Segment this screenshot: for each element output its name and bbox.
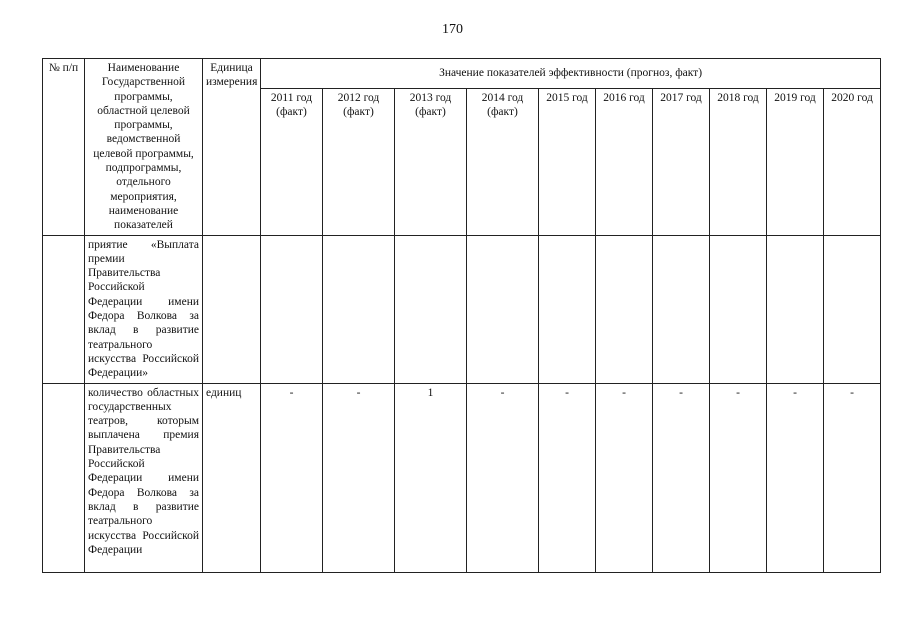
row-value-2018 [710, 235, 767, 383]
header-year-2013: 2013 год (факт) [395, 88, 467, 235]
table-row [43, 235, 881, 383]
header-year-2014: 2014 год (факт) [467, 88, 539, 235]
row-value-2012 [323, 235, 395, 383]
row-unit [203, 235, 261, 383]
header-values-group: Значение показателей эффективности (прогноз, факт) [261, 59, 881, 89]
header-year-2020: 2020 год [824, 88, 881, 235]
row-value-2018: - [710, 383, 767, 572]
row-value-2011: - [261, 383, 323, 572]
row-no [43, 235, 85, 383]
row-value-2013: 1 [395, 383, 467, 572]
row-name: количество областных государственных театров, которым выплачена премия Правительства Российской Федерации имени Федора Волкова за вклад в развитие театрального искусства Российской Федерации [85, 383, 203, 572]
table-row [43, 383, 881, 572]
row-value-2020 [824, 235, 881, 383]
header-year-2019: 2019 год [767, 88, 824, 235]
row-value-2011 [261, 235, 323, 383]
row-no [43, 383, 85, 572]
row-value-2016: - [596, 383, 653, 572]
header-year-2011: 2011 год (факт) [261, 88, 323, 235]
row-value-2017: - [653, 383, 710, 572]
row-value-2014: - [467, 383, 539, 572]
row-value-2016 [596, 235, 653, 383]
header-name: Наименование Государственной программы, областной целевой программы, ведомственной целевой программы, подпрограммы, отдельного мероприятия, наименование показателей [85, 59, 203, 236]
row-value-2019 [767, 235, 824, 383]
row-value-2012: - [323, 383, 395, 572]
row-value-2017 [653, 235, 710, 383]
row-value-2015 [539, 235, 596, 383]
row-value-2015: - [539, 383, 596, 572]
row-value-2019: - [767, 383, 824, 572]
header-no: № п/п [43, 59, 85, 236]
row-value-2020: - [824, 383, 881, 572]
indicators-table [42, 58, 881, 573]
row-value-2013 [395, 235, 467, 383]
header-year-2015: 2015 год [539, 88, 596, 235]
header-unit: Единица измерения [203, 59, 261, 236]
header-year-2016: 2016 год [596, 88, 653, 235]
header-year-2017: 2017 год [653, 88, 710, 235]
row-name: приятие «Выплата премии Правительства Российской Федерации имени Федора Волкова за вклад в развитие театрального искусства Российской Федерации» [85, 235, 203, 383]
row-value-2014 [467, 235, 539, 383]
header-year-2018: 2018 год [710, 88, 767, 235]
page-number: 170 [442, 22, 463, 37]
header-year-2012: 2012 год (факт) [323, 88, 395, 235]
row-unit: единиц [203, 383, 261, 572]
